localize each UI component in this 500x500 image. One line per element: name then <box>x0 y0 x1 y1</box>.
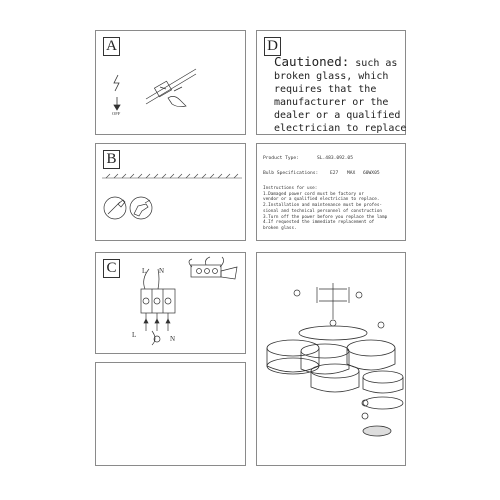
ceiling-drilling-illustration <box>96 144 247 242</box>
panel-a <box>95 30 246 135</box>
bulb-power: 60WX05 <box>363 171 380 176</box>
instructions-title: Instructions for use: <box>263 186 318 191</box>
bulb-spec-label: Bulb Specifications: <box>263 171 319 176</box>
wire-label-n-top: N <box>159 267 165 275</box>
panel-specs <box>256 143 406 241</box>
panel-assembly <box>256 252 406 466</box>
fixing-screws <box>294 290 384 328</box>
wire-label-l-top: L <box>142 267 147 275</box>
caution-body: such as broken glass, which requires that the manufacturer or the dealer or a qualified electrician to replace <box>274 58 407 134</box>
bulb-base: E27 <box>330 171 339 176</box>
caution-text <box>274 55 414 135</box>
ceiling-box-connector <box>189 257 237 279</box>
wire-label-l-bottom: L <box>132 331 137 339</box>
lightning-icon <box>114 75 120 110</box>
screwdriver-icon <box>104 197 126 219</box>
instruction-line: 2.Installation and maintenance must be profes- <box>263 203 382 209</box>
product-type-value: SL.483.092.05 <box>317 156 353 161</box>
instruction-line: sional and technical personnel of construction <box>263 208 382 214</box>
instruction-line: 3.Turn off the power before you replace the lamp <box>263 214 388 220</box>
canopy-plate <box>317 283 349 326</box>
caution-lead: Cautioned: <box>274 54 350 69</box>
instruction-line: 4.If requested the immediate replacement of <box>263 220 375 226</box>
instruction-line: broken glass. <box>263 225 297 231</box>
wall-switch-icon <box>146 69 196 107</box>
wire-label-n-bottom: N <box>170 335 176 343</box>
panel-b <box>95 143 246 241</box>
instructions <box>263 186 403 232</box>
lamp-body <box>267 326 403 393</box>
panel-letter-c: C <box>103 259 120 278</box>
shade-and-bulb <box>362 397 403 436</box>
off-label: OFF <box>112 111 121 116</box>
instruction-line: 1.Damaged power cord must be factory or <box>263 191 364 197</box>
lamp-assembly-illustration <box>257 253 407 467</box>
product-type-label: Product Type: <box>263 156 299 161</box>
panel-letter-d: D <box>264 37 281 56</box>
panel-d <box>256 30 406 135</box>
drill-icon <box>130 197 152 219</box>
panel-c <box>95 252 246 354</box>
ceiling-hatch <box>102 174 242 178</box>
switch-off-illustration <box>96 31 247 136</box>
panel-blank <box>95 362 246 466</box>
bulb-max: MAX <box>347 171 356 176</box>
panel-letter-a: A <box>103 37 120 56</box>
terminal-block <box>141 269 175 345</box>
instruction-line: vendor or a qualified electrician to replace. <box>263 197 380 203</box>
panel-letter-b: B <box>103 150 120 169</box>
